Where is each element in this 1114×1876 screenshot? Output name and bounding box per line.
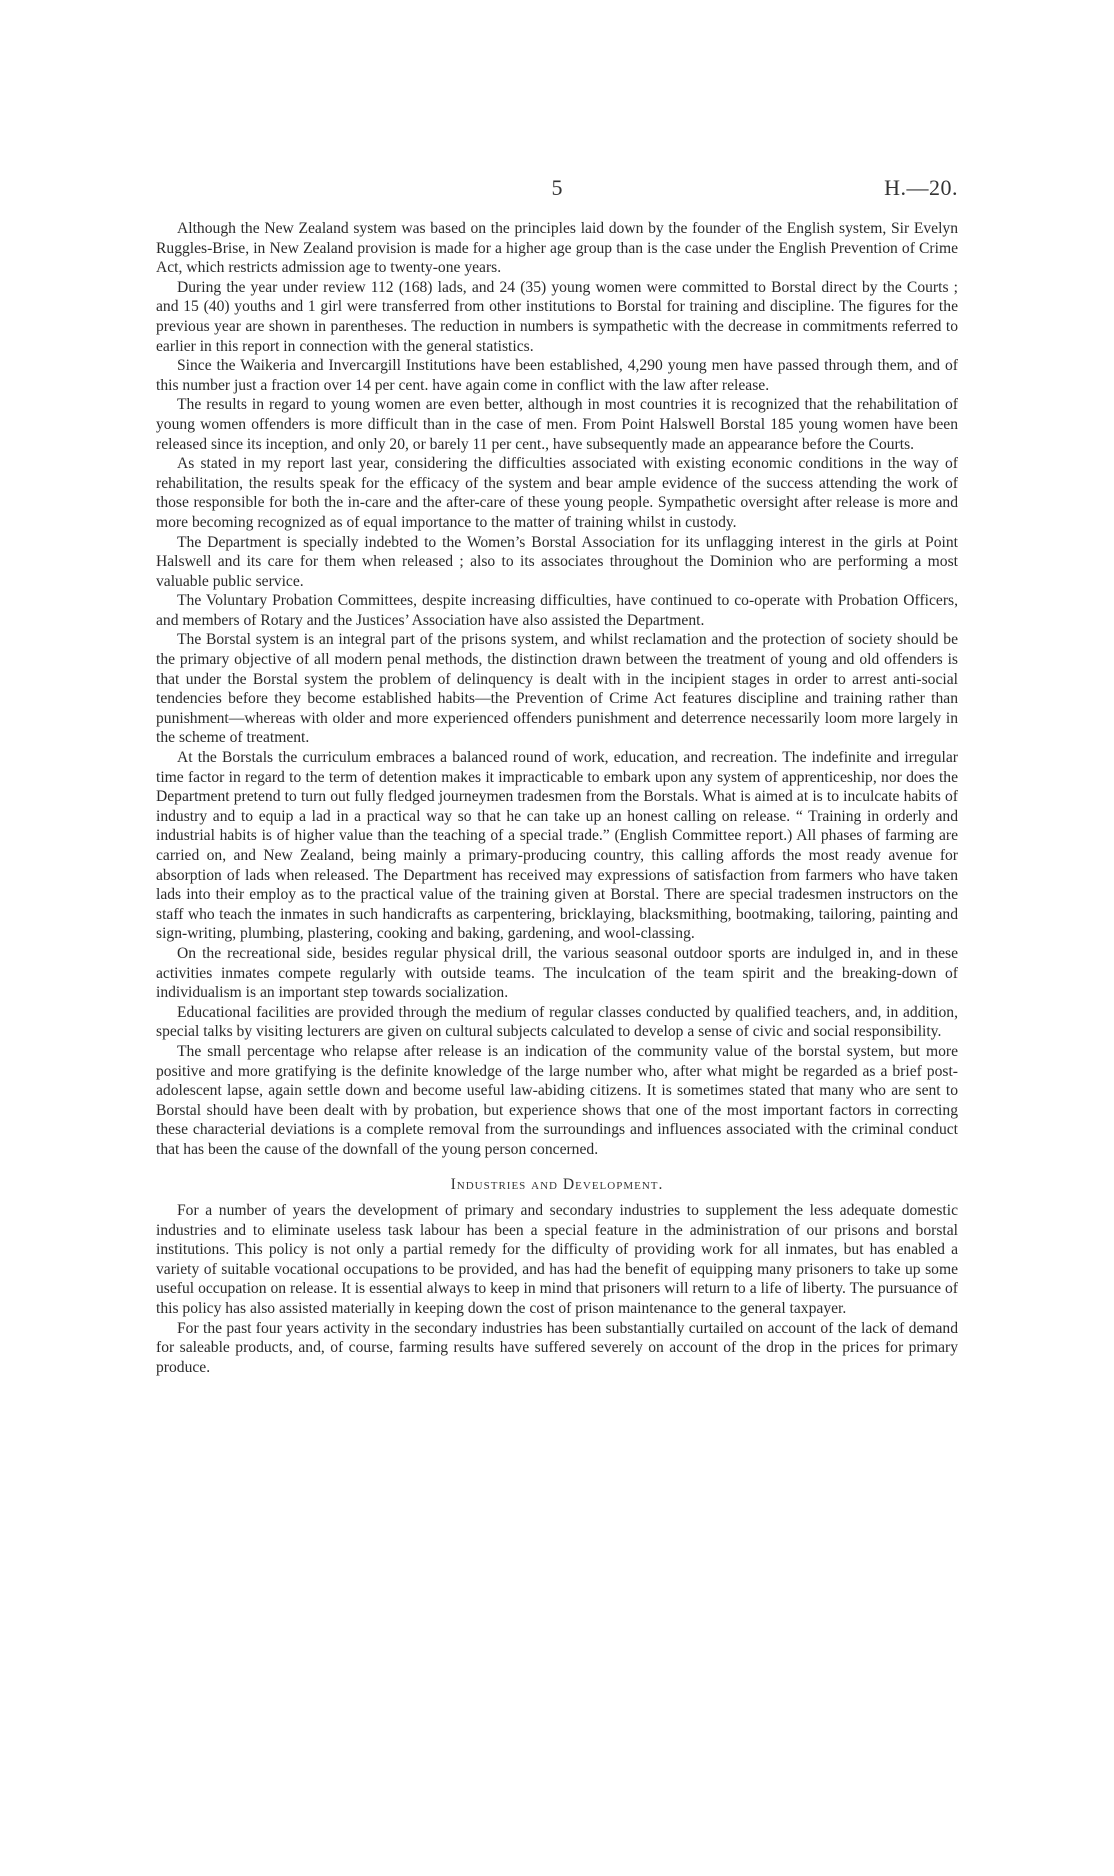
section-heading: Industries and Development. [450,1175,664,1193]
body-text [156,219,958,1377]
paragraph-young-women: The results in regard to young women are even better, although in most countries it is recognized that the rehabilitation of young women offenders is more difficult than in the case of men. From Point Halswell Borstal 185 young women have been released since its inception, and only 20, or barely 11 per cent., have subsequently made an appearance before the Courts. [156,396,958,453]
paragraph-secondary-industries: For the past four years activity in the secondary industries has been substantially curtailed on account of the lack of demand for saleable products, and, of course, farming results have suffered severely on account of the drop in the prices for primary produce. [156,1319,958,1376]
paragraph-rehabilitation: As stated in my report last year, considering the difficulties associated with existing economic conditions in the way of rehabilitation, the results speak for the efficacy of the system and bear ample evidence of the success attending the work of those responsible for both the in-care and the after-care of these young people. Sympathetic oversight after release is more and more becoming recognized as of equal importance to the matter of training whilst in custody. [156,455,958,531]
document-reference: H.—20. [884,175,958,200]
paragraph-womens-association: The Department is specially indebted to the Women’s Borstal Association for its unflagging interest in the girls at Point Halswell and its care for them when released ; also to its associates throughout the Dominion who are performing a most valuable public service. [156,533,958,590]
paragraph-waikeria-invercargill: Since the Waikeria and Invercargill Institutions have been established, 4,290 young men have passed through them, and of this number just a fraction over 14 per cent. have again come in conflict with the law after release. [156,357,958,394]
paragraph-industries: For a number of years the development of primary and secondary industries to supplement the less adequate domestic industries and to eliminate useless task labour has been a special feature in the administration of our prisons and borstal institutions. This policy is not only a partial remedy for the difficulty of providing work for all inmates, but has enabled a variety of suitable vocational occupations to be provided, and has had the benefit of equipping many prisoners to take up some useful occupation on release. It is essential always to keep in mind that prisoners will return to a life of liberty. The pursuance of this policy has also assisted materially in keeping down the cost of prison maintenance to the general taxpayer. [156,1202,958,1318]
paragraph-age-group: Although the New Zealand system was based on the principles laid down by the founder of the English system, Sir Evelyn Ruggles-Brise, in New Zealand provision is made for a higher age group than is the case under the English Prevention of Crime Act, which restricts admission age to twenty-one years. [156,220,958,277]
paragraph-education: Educational facilities are provided through the medium of regular classes conducted by qualified teachers, and, in addition, special talks by visiting lecturers are given on cultural subjects calculated to develop a sense of civic and social responsibility. [156,1003,958,1041]
paragraph-recreation: On the recreational side, besides regular physical drill, the various seasonal outdoor sports are indulged in, and in these activities inmates compete regularly with outside teams. The inculcation of the team spirit and the breaking-down of individualism is an important step towards socialization. [156,944,958,1002]
paragraph-borstal-system: The Borstal system is an integral part of the prisons system, and whilst reclamation and the protection of society should be the primary objective of all modern penal methods, the distinction drawn between the treatment of young and old offenders is that under the Borstal system the problem of delinquency is dealt with in the incipient stages in order to arrest anti-social tendencies before they become established habits—the Prevention of Crime Act features discipline and training rather than punishment—whereas with older and more experienced offenders punishment and deterrence necessarily loom more largely in the scheme of treatment. [156,631,958,747]
paragraph-relapse: The small percentage who relapse after release is an indication of the community value of the borstal system, but more positive and more gratifying is the definite knowledge of the large number who, after what might be regarded as a brief post-adolescent lapse, again settle down and become useful law-abiding citizens. It is sometimes stated that many who are sent to Borstal should have been dealt with by probation, but experience shows that one of the most important factors in correcting these characterial deviations is a complete removal from the surroundings and influences associated with the criminal conduct that has been the cause of the downfall of the young person concerned. [156,1042,958,1158]
paragraph-curriculum: At the Borstals the curriculum embraces a balanced round of work, education, and recreation. The indefinite and irregular time factor in regard to the term of detention makes it impracticable to embark upon any system of apprenticeship, nor does the Department pretend to turn out fully fledged journeymen tradesmen from the Borstals. What is aimed at is to inculcate habits of industry and to equip a lad in a practical way so that he can take up an honest calling on release. “ Training in orderly and industrial habits is of higher value than the teaching of a special trade.” (English Committee report.) All phases of farming are carried on, and New Zealand, being mainly a primary-producing country, this calling affords the most ready avenue for absorption of lads when released. The Department has received may expressions of satisfaction from farmers who have taken lads into their employ as to the practical value of the training given at Borstal. There are special tradesmen instructors on the staff who teach the inmates in such handicrafts as carpentering, bricklaying, blacksmithing, bootmaking, tailoring, painting and sign-writing, plumbing, plastering, cooking and baking, gardening, and wool-classing. [156,749,958,943]
page-number: 5 [551,175,563,200]
paragraph-commitments: During the year under review 112 (168) lads, and 24 (35) young women were committed to Borstal direct by the Courts ; and 15 (40) youths and 1 girl were transferred from other institutions to Borstal for training and discipline. The figures for the previous year are shown in parentheses. The reduction in numbers is sympathetic with the decrease in commitments referred to earlier in this report in connection with the general statistics. [156,278,958,355]
page-header [156,175,958,205]
paragraph-probation-committees: The Voluntary Probation Committees, despite increasing difficulties, have continued to co-operate with Probation Officers, and members of Rotary and the Justices’ Association have also assisted the Department. [156,592,958,629]
